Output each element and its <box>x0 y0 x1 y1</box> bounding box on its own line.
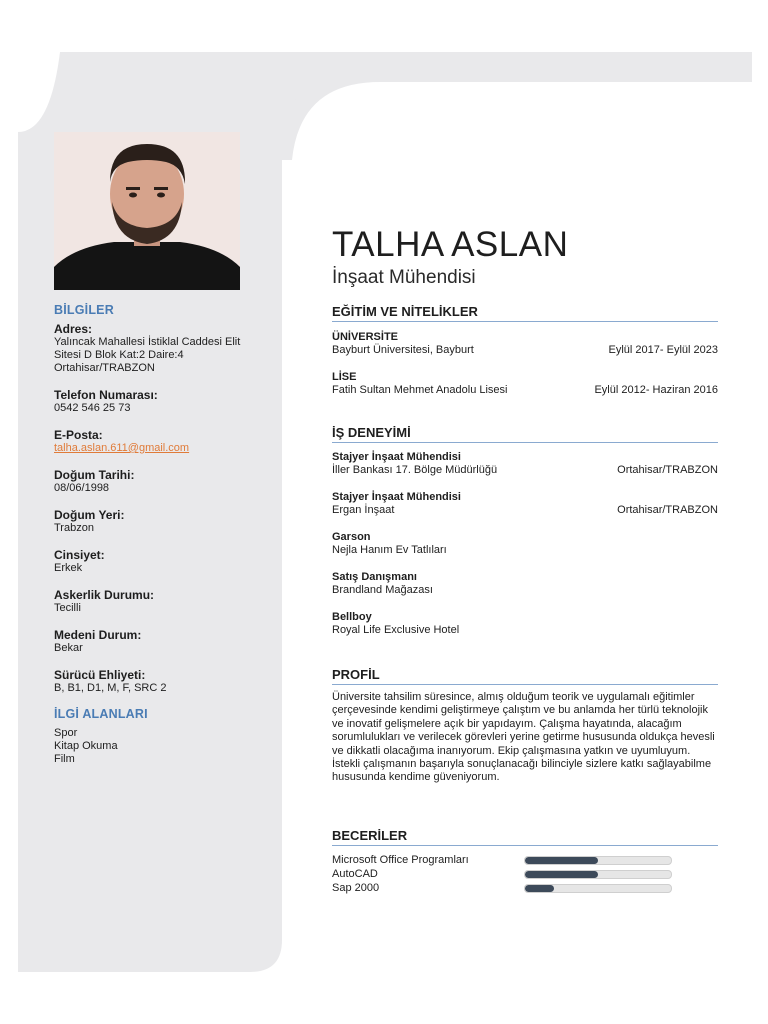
field-value: 08/06/1998 <box>54 482 110 494</box>
section-heading: EĞİTİM VE NİTELİKLER <box>332 305 718 322</box>
experience-company: İller Bankası 17. Bölge Müdürlüğü <box>332 464 498 476</box>
skill-bar <box>524 856 672 865</box>
section-heading: PROFİL <box>332 668 718 685</box>
field-email <box>54 429 279 455</box>
experience-item <box>332 451 718 477</box>
education-item <box>332 331 718 357</box>
field-value: Bekar <box>54 642 83 654</box>
experience-item <box>332 531 718 557</box>
field-value: Trabzon <box>54 522 94 534</box>
profile-photo <box>54 132 240 290</box>
field-value: B, B1, D1, M, F, SRC 2 <box>54 682 167 694</box>
experience-company: Nejla Hanım Ev Tatlıları <box>332 544 447 556</box>
experience-company: Royal Life Exclusive Hotel <box>332 624 460 636</box>
interest-item: Film <box>54 753 75 765</box>
education-school: Fatih Sultan Mehmet Anadolu Lisesi <box>332 384 508 396</box>
profile-text: Üniversite tahsilim süresince, almış olduğum teorik ve uygulamalı eğitimler çerçevesinde kendimi geliştirmeye çalıştım ve bu anlamda her türlü teknolojik ve inovatif gelişmelere açık bir yapıdayım. Çalışma hayatında, alacağım sorumlulukları ve verilecek görevleri yerine getirme hususunda oldukça hevesli ve dikkatli olacağıma inanıyorum. Ekip çalışmasına yatkın ve uyumluyum. İstekli çalışmanın başarıyla sonuçlanacağı bilinciyle sizlere katkı sağlayabilme hususunda kendime güveniyorum. <box>332 691 715 784</box>
experience-role: Satış Danışmanı <box>332 571 417 583</box>
education-dates: Eylül 2017- Eylül 2023 <box>608 344 718 356</box>
skill-bar <box>524 870 672 879</box>
section-heading: BECERİLER <box>332 829 718 846</box>
field-address <box>54 323 279 375</box>
skill-name: Sap 2000 <box>332 881 380 894</box>
experience-item <box>332 571 718 597</box>
section-heading: İŞ DENEYİMİ <box>332 426 718 443</box>
skill-bar <box>524 884 672 893</box>
candidate-title: İnşaat Mühendisi <box>332 267 476 288</box>
field-label: Adres: <box>54 322 93 336</box>
field-label: Medeni Durum: <box>54 628 142 642</box>
field-license <box>54 669 279 695</box>
interests-heading: İLGİ ALANLARI <box>54 707 148 721</box>
field-value: 0542 546 25 73 <box>54 402 131 414</box>
skill-fill <box>525 871 598 878</box>
skill-row <box>332 853 718 867</box>
experience-location: Ortahisar/TRABZON <box>617 464 718 476</box>
skill-name: AutoCAD <box>332 867 378 880</box>
experience-role: Bellboy <box>332 611 372 623</box>
experience-role: Stajyer İnşaat Mühendisi <box>332 491 461 503</box>
skill-fill <box>525 885 554 892</box>
skill-name: Microsoft Office Programları <box>332 853 469 866</box>
experience-company: Brandland Mağazası <box>332 584 433 596</box>
experience-company: Ergan İnşaat <box>332 504 395 516</box>
field-gender <box>54 549 279 575</box>
field-military <box>54 589 279 615</box>
education-level: ÜNİVERSİTE <box>332 331 399 343</box>
field-value: Erkek <box>54 562 83 574</box>
field-label: Doğum Yeri: <box>54 508 125 522</box>
experience-location: Ortahisar/TRABZON <box>617 504 718 516</box>
skills-section <box>332 829 718 895</box>
skills-list <box>332 853 718 895</box>
education-school: Bayburt Üniversitesi, Bayburt <box>332 344 474 356</box>
info-heading: BİLGİLER <box>54 303 114 317</box>
education-item <box>332 371 718 397</box>
interest-item: Spor <box>54 727 78 739</box>
skill-row <box>332 881 718 895</box>
experience-item <box>332 491 718 517</box>
sidebar <box>54 304 279 766</box>
field-label: Cinsiyet: <box>54 548 105 562</box>
skill-row <box>332 867 718 881</box>
field-birth-place <box>54 509 279 535</box>
field-label: Askerlik Durumu: <box>54 588 155 602</box>
profile-section <box>332 668 718 785</box>
field-phone <box>54 389 279 415</box>
email-link[interactable]: talha.aslan.611@gmail.com <box>54 442 190 454</box>
interest-item: Kitap Okuma <box>54 740 118 752</box>
education-section <box>332 305 718 397</box>
experience-role: Stajyer İnşaat Mühendisi <box>332 451 461 463</box>
field-marital <box>54 629 279 655</box>
field-value: Tecilli <box>54 602 81 614</box>
experience-role: Garson <box>332 531 371 543</box>
experience-item <box>332 611 718 637</box>
skill-fill <box>525 857 598 864</box>
field-label: Sürücü Ehliyeti: <box>54 668 146 682</box>
education-level: LİSE <box>332 371 357 383</box>
field-label: Telefon Numarası: <box>54 388 158 402</box>
field-label: E-Posta: <box>54 428 103 442</box>
candidate-name: TALHA ASLAN <box>332 225 569 264</box>
experience-section <box>332 426 718 637</box>
field-birth-date <box>54 469 279 495</box>
education-dates: Eylül 2012- Haziran 2016 <box>594 384 718 396</box>
field-value: Yalıncak Mahallesi İstiklal Caddesi Elit Sitesi D Blok Kat:2 Daire:4 Ortahisar/TRABZON <box>54 336 241 374</box>
field-label: Doğum Tarihi: <box>54 468 135 482</box>
